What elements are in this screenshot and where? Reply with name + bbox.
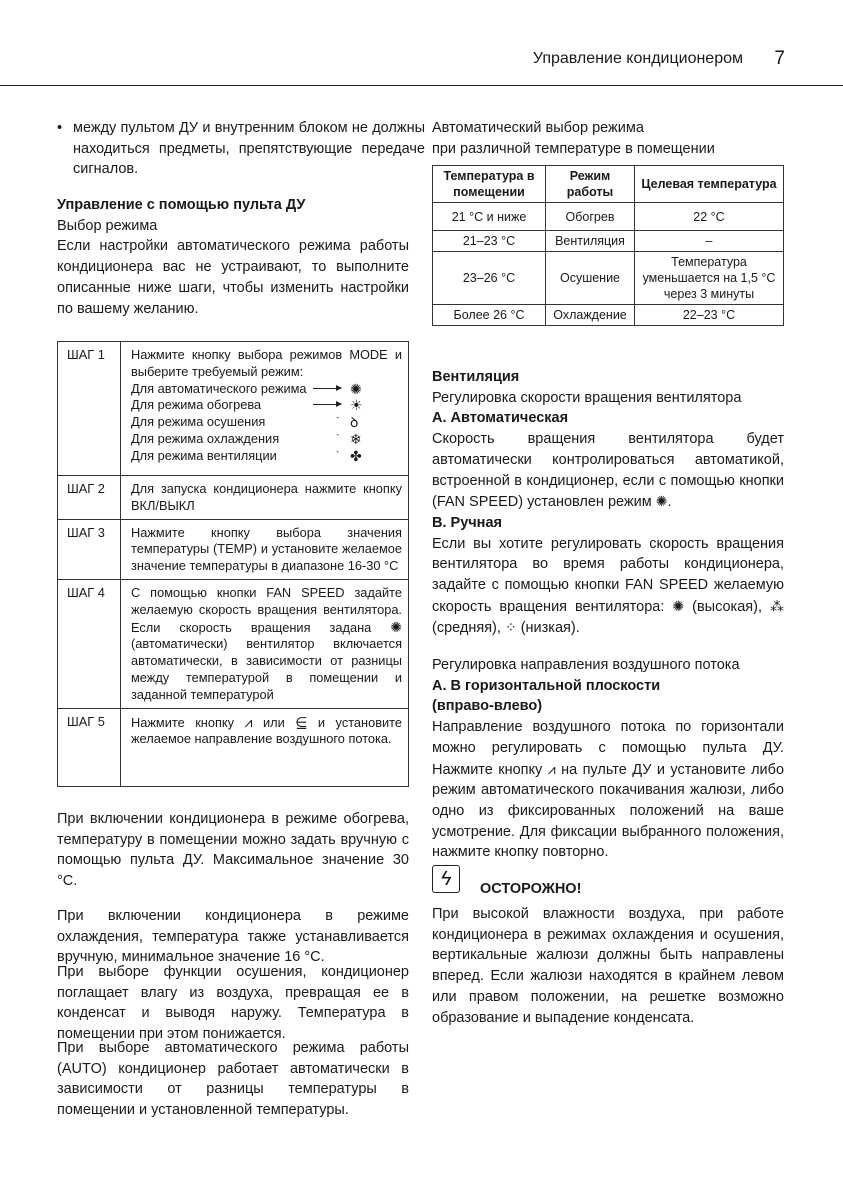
airflow-text-a: Направление воздушного потока по горизонтали можно регулировать с помощью пульта ДУ. Нажмите кнопку	[432, 719, 784, 778]
swing-icon: ⩘	[547, 760, 556, 777]
bullet-paragraph	[57, 118, 425, 180]
step5-text-a: Нажмите кнопку	[131, 714, 235, 730]
mode-item-dry	[131, 414, 402, 431]
step-content	[121, 476, 409, 520]
table-cell: 22 °С	[635, 203, 784, 231]
mode-select-text: Если настройки автоматического режима работы кондиционера вас не устраивают, то выполните описанные ниже шаги, чтобы изменить настройки по вашему желанию.	[57, 238, 409, 317]
arrow-icon	[313, 388, 341, 389]
table-cell: Более 26 °С	[433, 305, 546, 326]
step-row	[58, 342, 409, 476]
table-cell: Охлаждение	[546, 305, 635, 326]
step-text: Нажмите кнопку выбора режимов MODE и выберите требуемый режим:	[131, 347, 402, 379]
header-divider	[0, 85, 843, 86]
table-cell: Температура уменьшается на 1,5 °С через 3 минуты	[635, 252, 784, 305]
step-content	[121, 342, 409, 476]
swing-icon: ⩘	[244, 713, 253, 730]
tick-mark: ˋ	[336, 432, 340, 445]
cool-paragraph: При включении кондиционера в режиме охлаждения, температура также устанавливается вручную, минимальное значение 16 °С.	[57, 908, 409, 966]
mode-label: Для автоматического режима	[131, 380, 307, 396]
step-content	[121, 579, 409, 708]
step4-text-a: С помощью кнопки FAN SPEED задайте желаемую скорость вращения вентилятора. Если скорость вращения задана	[131, 584, 402, 635]
vent-auto-text: Скорость вращения вентилятора будет автоматически контролироваться автоматикой, встроенной в кондиционер, если с помощью кнопки (FAN SPEED) установлен режим ✺.	[432, 431, 784, 511]
auto-fan-icon: ✺	[350, 380, 362, 397]
mode-label: Для режима охлаждения	[131, 430, 280, 446]
table-row	[433, 231, 784, 252]
airflow-horizontal-subheading: (вправо-влево)	[432, 698, 543, 715]
step5-text-or: или	[262, 714, 285, 730]
vent-auto-heading: А. Автоматическая	[432, 410, 569, 427]
page-number: 7	[774, 48, 785, 69]
table-cell: Обогрев	[546, 203, 635, 231]
mode-label: Для режима обогрева	[131, 397, 262, 413]
fan-icon: ✤	[350, 447, 362, 464]
heat-paragraph: При включении кондиционера в режиме обогрева, температуру в помещении можно задать вручную с помощью пульта ДУ. Максимальное значение 30 °С.	[57, 811, 409, 890]
table-header-row	[433, 166, 784, 203]
table-header-cell: Температура в помещении	[433, 166, 546, 203]
vent-subtitle: Регулировка скорости вращения вентилятора	[432, 389, 742, 406]
warning-title: ОСТОРОЖНО!	[480, 881, 582, 897]
vent-manual-heading: В. Ручная	[432, 514, 502, 531]
airflow-text	[432, 717, 784, 863]
mode-label: Для режима осушения	[131, 414, 266, 430]
step-text	[131, 714, 402, 749]
tick-mark: ˋ	[336, 449, 340, 462]
table-cell: Вентиляция	[546, 231, 635, 252]
table-cell: 23–26 °С	[433, 252, 546, 305]
airflow-section	[432, 655, 784, 863]
step-text: Нажмите кнопку выбора значения температуры (TEMP) и установите желаемое значение температуры в диапазоне 16-30 °С	[131, 524, 402, 574]
step-label: ШАГ 2	[58, 476, 121, 520]
bullet-text: между пультом ДУ и внутренним блоком не должны находиться предметы, препятствующие передаче сигналов.	[73, 120, 425, 178]
vent-auto-text-body: Скорость вращения вентилятора будет автоматически контролироваться автоматикой, встроенной в кондиционер, если с помощью кнопки (FAN SPEED) установлен режим	[432, 431, 784, 511]
mode-item-heat	[131, 397, 402, 414]
auto-fan-icon: ✺	[655, 493, 668, 510]
fan-high-icon: ✺	[672, 597, 685, 614]
mode-item-auto	[131, 381, 402, 398]
table-row	[433, 203, 784, 231]
step-text	[131, 585, 402, 704]
ventilation-section	[432, 367, 784, 639]
warning-text: При высокой влажности воздуха, при работе кондиционера в режимах охлаждения и осушения, вертикальные жалюзи должны быть направлены вперед. Если жалюзи находятся в крайнем левом или правом положении, на решетке возможно образование и выпадение конденсата.	[432, 906, 784, 1026]
auto-paragraph: При выборе автоматического режима работы (AUTO) кондиционер работает автоматически в зависимости от разницы температуры в помещении и установленной температуры.	[57, 1040, 409, 1119]
step-content	[121, 708, 409, 786]
table-cell: Осушение	[546, 252, 635, 305]
step-label: ШАГ 5	[58, 708, 121, 786]
step-label: ШАГ 1	[58, 342, 121, 476]
step-text: Для запуска кондиционера нажмите кнопку ВКЛ/ВЫКЛ	[131, 481, 402, 513]
speed-low-label: (низкая).	[520, 620, 580, 637]
page-header-title: Управление кондиционером	[532, 50, 743, 67]
step-row	[58, 476, 409, 520]
fan-low-icon: ⁘	[504, 619, 517, 636]
speed-high-label: (высокая),	[692, 598, 762, 615]
vent-manual-text-body: Если вы хотите регулировать скорость вращения вентилятора во время работы кондиционера, задайте с помощью кнопки FAN SPEED желаемую скорость вращения вентилятора:	[432, 535, 784, 615]
auto-mode-table	[432, 165, 784, 326]
table-caption-line2: при различной температуре в помещении	[432, 140, 715, 157]
airflow-icon: ⋸	[295, 713, 308, 730]
step-row	[58, 519, 409, 579]
step4-text-b: (автоматически) вентилятор включается автоматически, в зависимости от разницы между температурой в помещении и заданной температурой	[131, 636, 402, 702]
dry-paragraph: При выборе функции осушения, кондиционер поглащает влагу из воздуха, превращая ее в конденсат и выводя наружу. Температура в помещении при этом понижается.	[57, 964, 409, 1043]
table-row	[433, 252, 784, 305]
step-label: ШАГ 3	[58, 519, 121, 579]
drop-icon: ꝺ	[350, 414, 359, 431]
step-row	[58, 708, 409, 786]
mode-item-fan	[131, 448, 402, 465]
snowflake-icon: ❄	[350, 430, 362, 447]
step-row	[58, 579, 409, 708]
tick-mark: ˋ	[336, 416, 340, 429]
airflow-horizontal-heading: А. В горизонтальной плоскости	[432, 677, 661, 694]
steps-table	[57, 341, 409, 787]
table-caption	[432, 118, 784, 159]
vent-manual-text	[432, 534, 784, 640]
table-header-cell: Режим работы	[546, 166, 635, 203]
table-cell: –	[635, 231, 784, 252]
step-label: ШАГ 4	[58, 579, 121, 708]
arrow-icon	[313, 404, 341, 405]
table-cell: 21–23 °С	[433, 231, 546, 252]
airflow-text-b: на пульте ДУ и установите либо режим автоматического покачивания жалюзи, либо одно из фиксированных положений на ваше усмотрение. Для фиксации выбранного положения, нажмите кнопку повторно.	[432, 761, 785, 861]
fan-medium-icon: ⁂	[770, 597, 784, 614]
mode-label: Для режима вентиляции	[131, 447, 277, 463]
mode-select-title: Выбор режима	[57, 217, 158, 234]
remote-heading: Управление с помощью пульта ДУ	[57, 197, 306, 213]
table-header-cell: Целевая температура	[635, 166, 784, 203]
mode-item-cool	[131, 431, 402, 448]
speed-mid-label: (средняя),	[432, 620, 501, 637]
step-content	[121, 519, 409, 579]
auto-fan-icon: ✺	[390, 618, 403, 635]
vent-heading: Вентиляция	[432, 369, 520, 385]
mode-select-section	[57, 195, 409, 319]
table-row	[433, 305, 784, 326]
table-caption-line1: Автоматический выбор режима	[432, 120, 644, 136]
table-cell: 22–23 °С	[635, 305, 784, 326]
sun-icon: ☀	[350, 397, 363, 414]
airflow-title: Регулировка направления воздушного потока	[432, 657, 740, 673]
table-cell: 21 °С и ниже	[433, 203, 546, 231]
step5-text-b: и установите желаемое направление воздушного потока.	[131, 714, 403, 747]
warning-icon: ϟ	[432, 865, 460, 893]
